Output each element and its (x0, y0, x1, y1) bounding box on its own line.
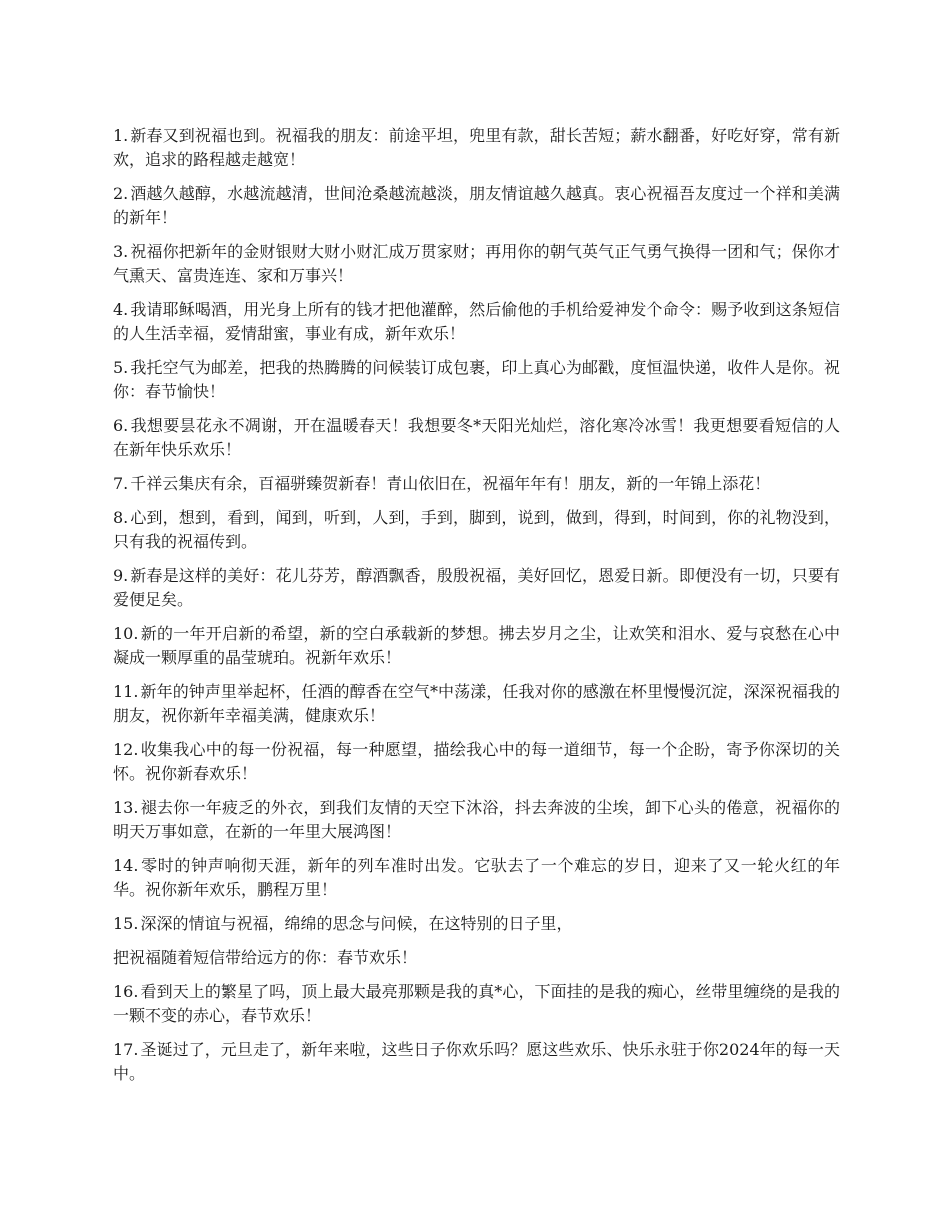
paragraph-number: 12. (113, 740, 139, 759)
paragraph-number: 1. (113, 126, 129, 145)
document-body (113, 124, 840, 1096)
paragraph-number: 10. (113, 624, 139, 643)
paragraph-number: 16. (113, 982, 139, 1001)
paragraph-number: 2. (113, 184, 129, 203)
paragraph-15 (113, 912, 840, 936)
paragraph-12 (113, 738, 840, 786)
paragraph-number: 15. (113, 914, 139, 933)
paragraph-11 (113, 680, 840, 728)
paragraph-text: 新年的钟声里举起杯，任酒的醇香在空气*中荡漾，任我对你的感激在杯里慢慢沉淀，深深祝福我的朋友，祝你新年幸福美满，健康欢乐！ (113, 682, 840, 725)
paragraph-13 (113, 796, 840, 844)
paragraph-2 (113, 182, 840, 230)
paragraph-text: 酒越久越醇，水越流越清，世间沧桑越流越淡，朋友情谊越久越真。衷心祝福吾友度过一个祥和美满的新年！ (113, 184, 840, 227)
paragraph-number: 11. (113, 682, 139, 701)
paragraph-number: 8. (113, 508, 129, 527)
paragraph-17 (113, 1038, 840, 1086)
paragraph-15-continued (113, 946, 840, 970)
paragraph-text: 零时的钟声响彻天涯，新年的列车准时出发。它驮去了一个难忘的岁日，迎来了又一轮火红的年华。祝你新年欢乐，鹏程万里！ (113, 856, 840, 899)
paragraph-6 (113, 414, 840, 462)
paragraph-text: 褪去你一年疲乏的外衣，到我们友情的天空下沐浴，抖去奔波的尘埃，卸下心头的倦意，祝福你的明天万事如意，在新的一年里大展鸿图！ (113, 798, 840, 841)
paragraph-number: 6. (113, 416, 129, 435)
paragraph-text: 新春又到祝福也到。祝福我的朋友：前途平坦，兜里有款，甜长苦短；薪水翻番，好吃好穿，常有新欢，追求的路程越走越宽！ (113, 126, 840, 169)
paragraph-number: 9. (113, 566, 129, 585)
paragraph-8 (113, 506, 840, 554)
paragraph-number: 4. (113, 300, 129, 319)
paragraph-text: 新春是这样的美好：花儿芬芳，醇酒飘香，殷殷祝福，美好回忆，恩爱日新。即便没有一切，只要有爱便足矣。 (113, 566, 840, 609)
paragraph-4 (113, 298, 840, 346)
paragraph-number: 14. (113, 856, 139, 875)
paragraph-10 (113, 622, 840, 670)
paragraph-text: 看到天上的繁星了吗，顶上最大最亮那颗是我的真*心，下面挂的是我的痴心，丝带里缠绕的是我的一颗不变的赤心，春节欢乐！ (113, 982, 840, 1025)
paragraph-text: 我请耶稣喝酒，用光身上所有的钱才把他灌醉，然后偷他的手机给爱神发个命令：赐予收到这条短信的人生活幸福，爱情甜蜜，事业有成，新年欢乐！ (113, 300, 840, 343)
paragraph-9 (113, 564, 840, 612)
paragraph-3 (113, 240, 840, 288)
paragraph-text: 心到，想到，看到，闻到，听到，人到，手到，脚到，说到，做到，得到，时间到，你的礼物没到，只有我的祝福传到。 (113, 508, 840, 551)
paragraph-1 (113, 124, 840, 172)
paragraph-text: 祝福你把新年的金财银财大财小财汇成万贯家财；再用你的朝气英气正气勇气换得一团和气；保你才气熏天、富贵连连、家和万事兴！ (113, 242, 840, 285)
paragraph-text: 收集我心中的每一份祝福，每一种愿望，描绘我心中的每一道细节，每一个企盼，寄予你深切的关怀。祝你新春欢乐！ (113, 740, 840, 783)
paragraph-text: 圣诞过了，元旦走了，新年来啦，这些日子你欢乐吗？愿这些欢乐、快乐永驻于你2024年的每一天中。 (113, 1040, 840, 1083)
paragraph-number: 7. (113, 474, 129, 493)
paragraph-number: 17. (113, 1040, 139, 1059)
paragraph-text: 新的一年开启新的希望，新的空白承载新的梦想。拂去岁月之尘，让欢笑和泪水、爱与哀愁在心中凝成一颗厚重的晶莹琥珀。祝新年欢乐！ (113, 624, 840, 667)
paragraph-7 (113, 472, 840, 496)
paragraph-text: 千祥云集庆有余，百福骈臻贺新春！青山依旧在，祝福年年有！朋友，新的一年锦上添花！ (130, 474, 771, 493)
paragraph-14 (113, 854, 840, 902)
paragraph-text: 我想要昙花永不凋谢，开在温暖春天！我想要冬*天阳光灿烂，溶化寒冷冰雪！我更想要看短信的人在新年快乐欢乐！ (113, 416, 840, 459)
paragraph-text: 我托空气为邮差，把我的热腾腾的问候装订成包裹，印上真心为邮戳，度恒温快递，收件人是你。祝你：春节愉快！ (113, 358, 840, 401)
paragraph-16 (113, 980, 840, 1028)
paragraph-number: 3. (113, 242, 129, 261)
paragraph-text: 把祝福随着短信带给远方的你：春节欢乐！ (113, 948, 418, 967)
paragraph-5 (113, 356, 840, 404)
paragraph-number: 5. (113, 358, 129, 377)
paragraph-number: 13. (113, 798, 139, 817)
paragraph-text: 深深的情谊与祝福，绵绵的思念与问候，在这特别的日子里， (140, 914, 573, 933)
